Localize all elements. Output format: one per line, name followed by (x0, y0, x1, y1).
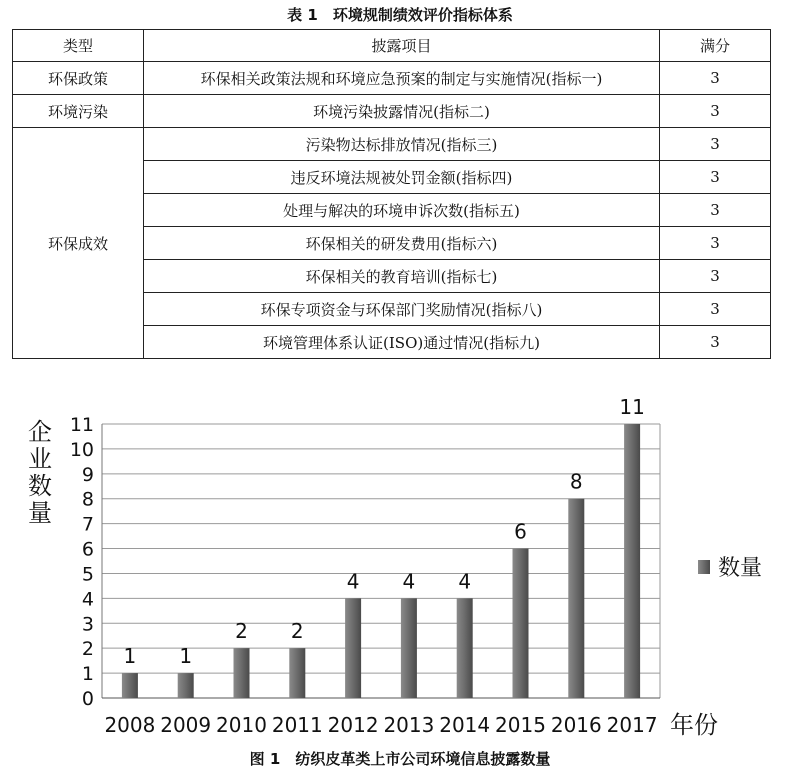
y-axis-title (28, 418, 52, 527)
bar (345, 598, 361, 698)
x-tick-label: 2016 (550, 713, 602, 737)
bar (624, 424, 640, 698)
bar (122, 673, 138, 698)
y-tick-label: 6 (81, 538, 94, 561)
y-axis-title-char: 业 (28, 445, 52, 473)
score-cell: 3 (660, 326, 771, 359)
data-label: 4 (458, 569, 472, 594)
y-axis-title-char: 数 (28, 472, 52, 500)
score-cell: 3 (660, 194, 771, 227)
score-cell: 3 (660, 95, 771, 128)
y-tick-label: 11 (69, 414, 94, 436)
bar (234, 648, 250, 698)
y-tick-label: 0 (81, 688, 94, 710)
table-row (13, 62, 771, 95)
y-tick-label: 4 (81, 588, 94, 611)
x-tick-label: 2014 (439, 713, 491, 737)
table-header-row (13, 30, 771, 62)
labels (28, 395, 762, 739)
bar-chart (0, 380, 800, 745)
item-cell: 处理与解决的环境申诉次数(指标五) (144, 194, 660, 227)
y-axis-title-char: 企 (28, 418, 52, 446)
score-cell: 3 (660, 227, 771, 260)
data-label: 1 (179, 644, 193, 669)
y-tick-label: 9 (81, 463, 94, 486)
item-cell: 环保相关的教育培训(指标七) (144, 260, 660, 293)
item-cell: 环保专项资金与环保部门奖励情况(指标八) (144, 293, 660, 326)
data-label: 1 (123, 644, 137, 669)
legend-label: 数量 (718, 556, 763, 581)
table-row (13, 128, 771, 161)
bar (513, 549, 529, 698)
x-tick-label: 2011 (271, 713, 323, 737)
y-tick-label: 1 (81, 663, 94, 686)
data-label: 4 (346, 569, 360, 594)
indicator-table (12, 29, 771, 359)
data-label: 2 (235, 619, 248, 644)
category-cell: 环境污染 (13, 95, 144, 128)
data-label: 2 (290, 619, 304, 644)
header-score: 满分 (660, 30, 771, 62)
y-axis-title-char: 量 (28, 499, 52, 527)
header-item: 披露项目 (144, 30, 660, 62)
y-tick-label: 3 (81, 613, 94, 636)
score-cell: 3 (660, 293, 771, 326)
item-cell: 污染物达标排放情况(指标三) (144, 128, 660, 161)
data-label: 8 (569, 469, 583, 494)
x-tick-label: 2009 (160, 713, 212, 737)
x-tick-label: 2017 (606, 713, 658, 737)
bar-series (122, 424, 640, 698)
item-cell: 违反环境法规被处罚金额(指标四) (144, 161, 660, 194)
bar (568, 499, 584, 698)
x-tick-label: 2012 (327, 713, 379, 737)
x-tick-label: 2015 (495, 713, 546, 737)
data-label: 11 (619, 395, 645, 419)
category-cell: 环保政策 (13, 62, 144, 95)
y-tick-label: 10 (69, 438, 94, 461)
bar (457, 598, 473, 698)
item-cell: 环境管理体系认证(ISO)通过情况(指标九) (144, 326, 660, 359)
item-cell: 环保相关政策法规和环境应急预案的制定与实施情况(指标一) (144, 62, 660, 95)
header-type: 类型 (13, 30, 144, 62)
item-cell: 环境污染披露情况(指标二) (144, 95, 660, 128)
data-label: 6 (514, 519, 527, 544)
bar (289, 648, 305, 698)
y-tick-label: 5 (81, 563, 94, 586)
item-cell: 环保相关的研发费用(指标六) (144, 227, 660, 260)
category-cell: 环保成效 (13, 128, 144, 359)
figure-caption: 图 1 纺织皮革类上市公司环境信息披露数量 (249, 750, 551, 768)
y-tick-label: 8 (81, 488, 94, 511)
table-title: 表 1 环境规制绩效评价指标体系 (287, 6, 513, 24)
bar (401, 598, 417, 698)
table-row (13, 95, 771, 128)
legend-swatch (698, 560, 710, 574)
x-tick-label: 2013 (383, 713, 435, 737)
bar (178, 673, 194, 698)
x-axis-title: 年份 (670, 711, 718, 739)
y-tick-label: 7 (81, 513, 94, 536)
table-body (13, 62, 771, 359)
score-cell: 3 (660, 161, 771, 194)
score-cell: 3 (660, 128, 771, 161)
score-cell: 3 (660, 260, 771, 293)
x-tick-label: 2008 (104, 713, 156, 737)
x-tick-label: 2010 (216, 713, 267, 737)
score-cell: 3 (660, 62, 771, 95)
y-tick-label: 2 (81, 638, 94, 661)
data-label: 4 (402, 569, 416, 594)
